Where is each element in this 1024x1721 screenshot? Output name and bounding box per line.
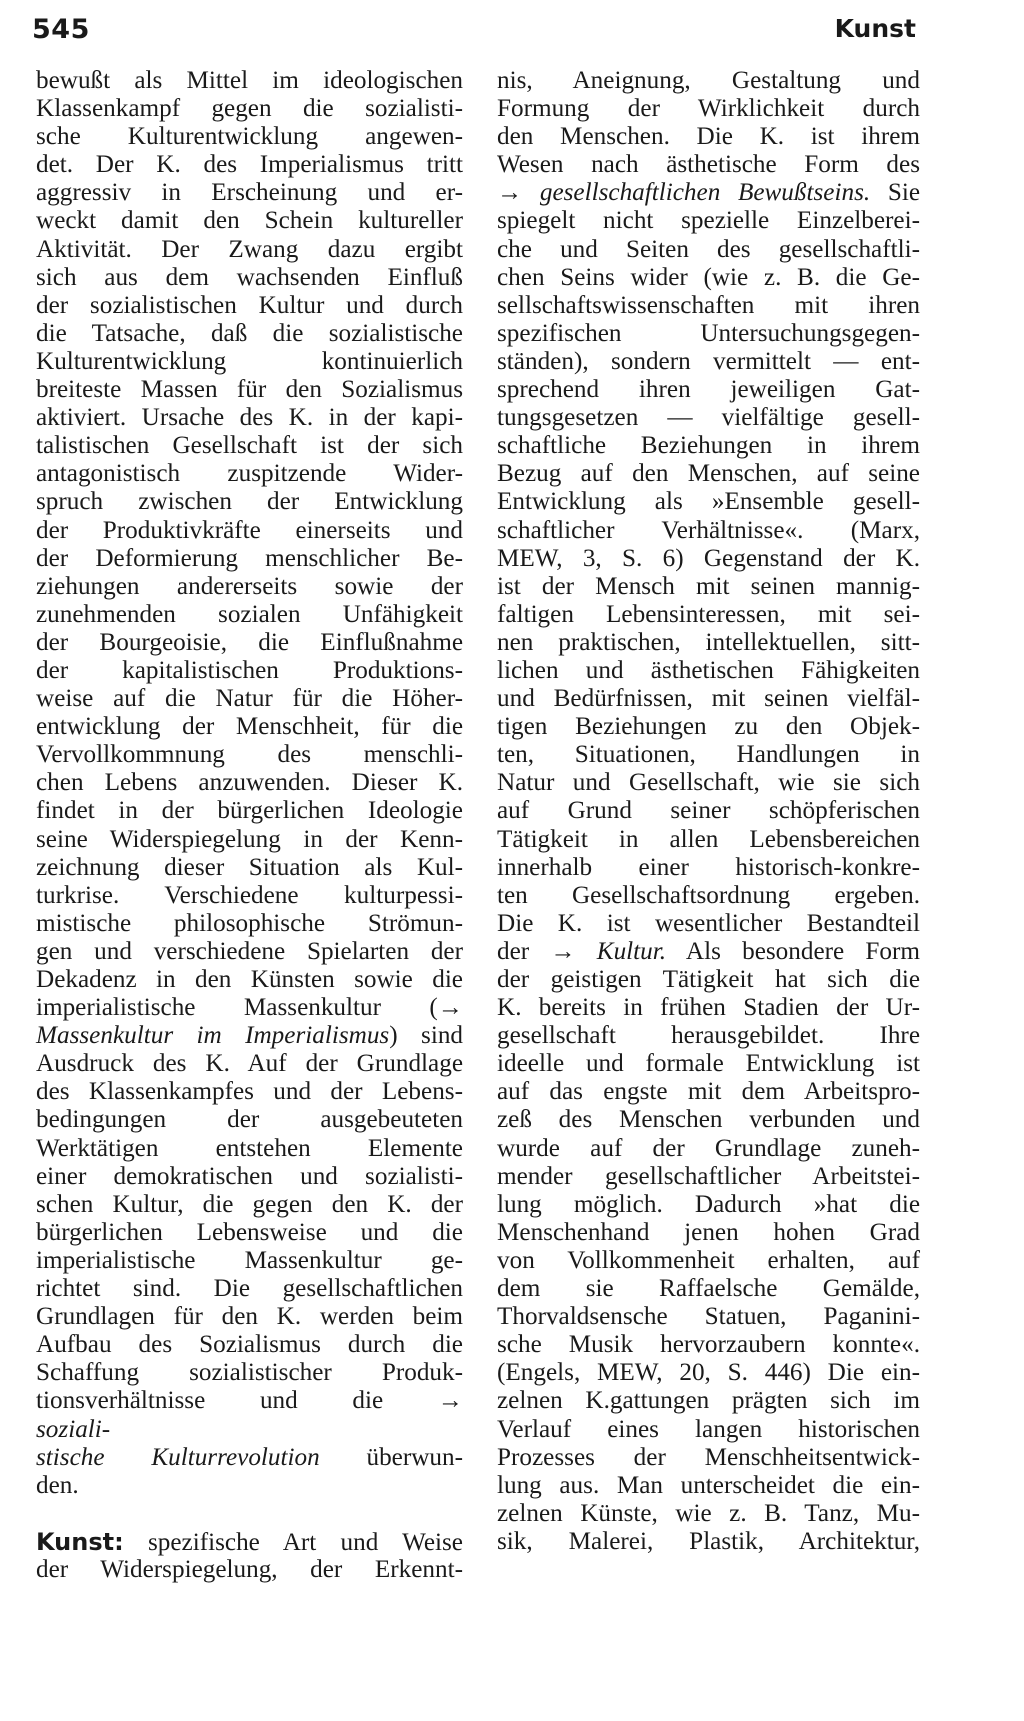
text-line: ten, Situationen, Handlungen in (497, 741, 920, 769)
text-line (36, 1022, 463, 1050)
text-line: zelnen Künste, wie z. B. Tanz, Mu- (497, 1499, 920, 1527)
text-line: den Menschen. Die K. ist ihrem (497, 123, 920, 151)
text-line: lichen und ästhetischen Fähigkeiten (497, 656, 920, 684)
text-line: chen Lebens anzuwenden. Dieser K. (36, 769, 463, 797)
page-header (32, 14, 916, 50)
text-line: Aufbau des Sozialismus durch die (36, 1331, 463, 1359)
text-line: von Vollkommenheit erhalten, auf (497, 1246, 920, 1274)
text-line: mender gesellschaftlicher Arbeitstei- (497, 1162, 920, 1190)
text-line: der Bourgeoisie, die Einflußnahme (36, 628, 463, 656)
left-column (36, 67, 463, 1584)
text-line: Prozesses der Menschheitsentwick- (497, 1443, 920, 1471)
text-line: tionsverhältnisse und die → (36, 1387, 463, 1415)
text-line: Entwicklung als »Ensemble gesell- (497, 488, 920, 516)
text-line: richtet sind. Die gesellschaftlichen (36, 1275, 463, 1303)
arrow-marker: → (497, 179, 540, 207)
left-lines-b (36, 1050, 463, 1415)
text-line: Wesen nach ästhetische Form des (497, 151, 920, 179)
text-line: Grundlagen für den K. werden beim (36, 1303, 463, 1331)
cross-reference: soziali- (36, 1415, 111, 1443)
text-line: det. Der K. des Imperialismus tritt (36, 151, 463, 179)
text-line: der Deformierung menschlicher Be- (36, 544, 463, 572)
text-line: seine Widerspiegelung in der Kenn- (36, 825, 463, 853)
text-line: (Engels, MEW, 20, S. 446) Die ein- (497, 1359, 920, 1387)
text-line: zeß des Menschen verbunden und (497, 1106, 920, 1134)
text-line: zeichnung dieser Situation als Kul- (36, 853, 463, 881)
text-line: auf Grund seiner schöpferischen (497, 797, 920, 825)
text-line: bewußt als Mittel im ideologischen (36, 67, 463, 94)
text-fragment: Als besondere Form (666, 937, 920, 965)
text-line: antagonistisch zuspitzende Wider- (36, 460, 463, 488)
text-line: aggressiv in Erscheinung und er- (36, 179, 463, 207)
text-line: tungsgesetzen — vielfältige gesell- (497, 404, 920, 432)
text-line: gesellschaft herausgebildet. Ihre (497, 1022, 920, 1050)
text-line: Natur und Gesellschaft, wie sie sich (497, 769, 920, 797)
text-line: auf das engste mit dem Arbeitspro- (497, 1078, 920, 1106)
right-lines-a (497, 67, 920, 179)
text-line: nen praktischen, intellektuellen, sitt- (497, 628, 920, 656)
text-line: Kulturentwicklung kontinuierlich (36, 347, 463, 375)
text-line: der sozialistischen Kultur und durch (36, 291, 463, 319)
text-line: schaftliche Beziehungen in ihrem (497, 432, 920, 460)
text-line: entwicklung der Menschheit, für die (36, 713, 463, 741)
text-line: breiteste Massen für den Sozialismus (36, 376, 463, 404)
paragraph-gap (36, 1500, 463, 1528)
entry-first-line (36, 1528, 463, 1556)
text-line: imperialistische Massenkultur (→ (36, 994, 463, 1022)
text-line: sich aus dem wachsenden Einfluß (36, 263, 463, 291)
text-line: spezifischen Untersuchungsgegen- (497, 319, 920, 347)
text-line: sche Kulturentwicklung angewen- (36, 123, 463, 151)
text-line: Dekadenz in den Künsten sowie die (36, 966, 463, 993)
text-fragment: spezifische Art und Weise (123, 1528, 463, 1556)
text-line: nis, Aneignung, Gestaltung und (497, 67, 920, 94)
text-line: spruch zwischen der Entwicklung (36, 488, 463, 516)
text-line: bürgerlichen Lebensweise und die (36, 1218, 463, 1246)
text-line: ziehungen andererseits sowie der (36, 572, 463, 600)
text-line: faltigen Lebensinteressen, mit sei- (497, 600, 920, 628)
left-lines-a (36, 67, 463, 1022)
text-line: bedingungen der ausgebeuteten (36, 1106, 463, 1134)
text-line: aktiviert. Ursache des K. in der kapi- (36, 404, 463, 432)
cross-reference: stische Kulturrevolution (36, 1443, 320, 1471)
text-line: spiegelt nicht spezielle Einzelberei- (497, 207, 920, 235)
text-line: chen Seins wider (wie z. B. die Ge- (497, 263, 920, 291)
text-line: Werktätigen entstehen Elemente (36, 1134, 463, 1162)
right-lines-c (497, 966, 920, 1556)
text-line: sellschaftswissenschaften mit ihren (497, 291, 920, 319)
cross-reference: gesellschaftlichen Bewußtseins. (539, 179, 871, 207)
text-line: den. (36, 1471, 79, 1499)
text-fragment: überwun- (319, 1443, 463, 1471)
text-line (36, 1416, 463, 1444)
text-line: und Bedürfnissen, mit seinen vielfäl- (497, 685, 920, 713)
text-line: der Produktivkräfte einerseits und (36, 516, 463, 544)
text-line: imperialistische Massenkultur ge- (36, 1246, 463, 1274)
text-line: tigen Beziehungen zu den Objek- (497, 713, 920, 741)
text-line: lung möglich. Dadurch »hat die (497, 1190, 920, 1218)
text-line: sprechend ihren jeweiligen Gat- (497, 376, 920, 404)
text-line: ist der Mensch mit seinen mannig- (497, 572, 920, 600)
text-line: dem sie Raffaelsche Gemälde, (497, 1275, 920, 1303)
text-line: Aktivität. Der Zwang dazu ergibt (36, 235, 463, 263)
text-line: gen und verschiedene Spielarten der (36, 937, 463, 965)
running-head: Kunst (834, 14, 916, 43)
text-line: turkrise. Verschiedene kulturpessi- (36, 881, 463, 909)
text-line: sche Musik hervorzaubern konnte«. (497, 1331, 920, 1359)
text-line: weise auf die Natur für die Höher- (36, 685, 463, 713)
text-line: Bezug auf den Menschen, auf seine (497, 460, 920, 488)
text-line: Thorvaldsensche Statuen, Paganini- (497, 1303, 920, 1331)
text-line: der geistigen Tätigkeit hat sich die (497, 966, 920, 993)
text-line: sik, Malerei, Plastik, Architektur, (497, 1527, 920, 1555)
right-column (497, 67, 920, 1556)
text-line: Schaffung sozialistischer Produk- (36, 1359, 463, 1387)
text-line: schaftlicher Verhältnisse«. (Marx, (497, 516, 920, 544)
text-line: Tätigkeit in allen Lebensbereichen (497, 825, 920, 853)
text-line: schen Kultur, die gegen den K. der (36, 1190, 463, 1218)
text-line: ideelle und formale Entwicklung ist (497, 1050, 920, 1078)
entry-headword: Kunst: (36, 1527, 124, 1556)
page-number: 545 (32, 14, 90, 45)
text-fragment: ) sind (389, 1022, 464, 1050)
text-line: einer demokratischen und sozialisti- (36, 1162, 463, 1190)
text-line: talistischen Gesellschaft ist der sich (36, 432, 463, 460)
text-line: weckt damit den Schein kultureller (36, 207, 463, 235)
text-line: lung aus. Man unterscheidet die ein- (497, 1471, 920, 1499)
text-line: K. bereits in frühen Stadien der Ur- (497, 994, 920, 1022)
cross-reference: Kultur. (596, 937, 667, 965)
text-line: Vervollkommnung des menschli- (36, 741, 463, 769)
text-line: mistische philosophische Strömun- (36, 909, 463, 937)
text-line: der Widerspiegelung, der Erkennt- (36, 1555, 463, 1583)
text-fragment: der → (497, 937, 597, 965)
text-line: findet in der bürgerlichen Ideologie (36, 797, 463, 825)
text-line: che und Seiten des gesellschaftli- (497, 235, 920, 263)
text-line: Formung der Wirklichkeit durch (497, 95, 920, 123)
text-line: ständen), sondern vermittelt — ent- (497, 347, 920, 375)
text-line: Die K. ist wesentlicher Bestandteil (497, 909, 920, 937)
text-line: die Tatsache, daß die sozialistische (36, 319, 463, 347)
cross-reference: Massenkultur im Imperialismus (36, 1022, 390, 1050)
text-line: ten Gesellschaftsordnung ergeben. (497, 881, 920, 909)
right-lines-b (497, 207, 920, 937)
text-line: MEW, 3, S. 6) Gegenstand der K. (497, 544, 920, 572)
text-line: Ausdruck des K. Auf der Grundlage (36, 1050, 463, 1078)
text-line (36, 1444, 463, 1472)
text-line: Menschenhand jenen hohen Grad (497, 1218, 920, 1246)
text-line: des Klassenkampfes und der Lebens- (36, 1078, 463, 1106)
text-line: innerhalb einer historisch-konkre- (497, 853, 920, 881)
text-line: zelnen K.gattungen prägten sich im (497, 1387, 920, 1415)
text-line: Klassenkampf gegen die sozialisti- (36, 95, 463, 123)
text-line (497, 179, 920, 207)
text-line: zunehmenden sozialen Unfähigkeit (36, 600, 463, 628)
text-line (497, 938, 920, 966)
text-line: Verlauf eines langen historischen (497, 1415, 920, 1443)
text-line: der kapitalistischen Produktions- (36, 656, 463, 684)
text-fragment: Sie (870, 179, 921, 207)
text-line: wurde auf der Grundlage zuneh- (497, 1134, 920, 1162)
